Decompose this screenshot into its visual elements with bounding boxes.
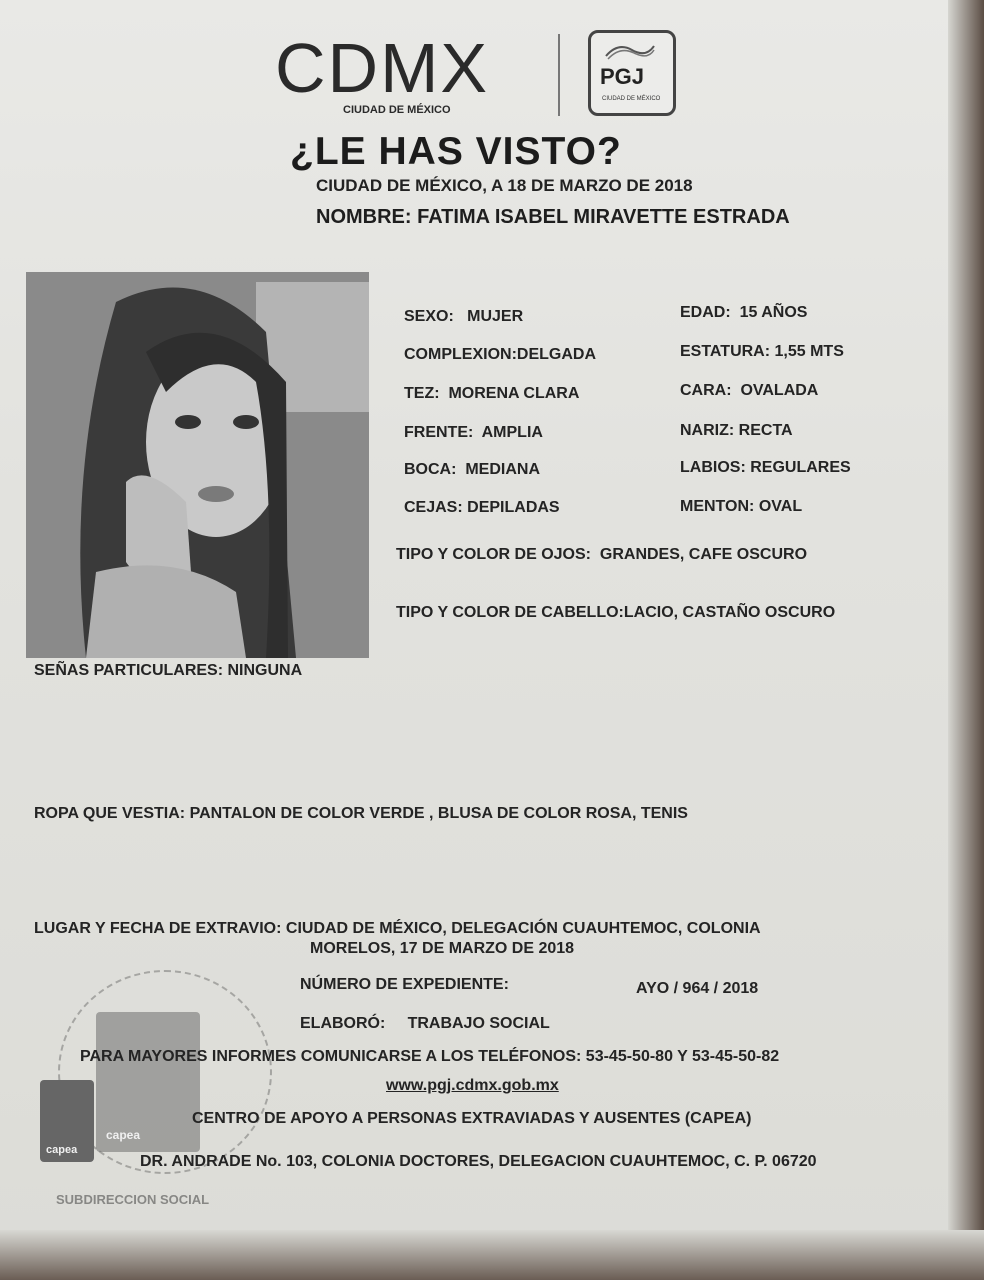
- field-estatura: [680, 343, 844, 361]
- pgj-logo-text: PGJ: [600, 64, 645, 89]
- field-value: PANTALON DE COLOR VERDE , BLUSA DE COLOR ROSA, TENIS: [189, 805, 688, 822]
- field-lugar: [34, 920, 761, 938]
- field-value: 1,55 MTS: [774, 343, 844, 360]
- field-nariz: [680, 422, 793, 440]
- field-sexo: [404, 308, 523, 326]
- field-cejas: [404, 499, 560, 517]
- paper-edge: [948, 0, 984, 1280]
- field-value: AMPLIA: [481, 424, 543, 441]
- expediente-label: NÚMERO DE EXPEDIENTE:: [300, 976, 509, 993]
- field-label: TIPO Y COLOR DE CABELLO:: [396, 604, 624, 621]
- poster-title: ¿LE HAS VISTO?: [290, 130, 622, 173]
- field-value: OVAL: [758, 498, 803, 515]
- subdireccion-stamp-text: SUBDIRECCION SOCIAL: [56, 1192, 210, 1207]
- paper-edge-bottom: [0, 1230, 984, 1280]
- field-value: TRABAJO SOCIAL: [407, 1015, 550, 1032]
- logo-divider: [558, 34, 560, 116]
- telefonos-line: PARA MAYORES INFORMES COMUNICARSE A LOS TELÉFONOS: 53-45-50-80 Y 53-45-50-82: [80, 1048, 780, 1065]
- field-cara: [680, 382, 818, 400]
- missing-person-photo: [26, 272, 369, 658]
- cdmx-logo-subtitle: CIUDAD DE MÉXICO: [343, 104, 451, 116]
- field-senas: [34, 662, 302, 680]
- date-line: CIUDAD DE MÉXICO, A 18 DE MARZO DE 2018: [316, 176, 693, 195]
- field-label: BOCA:: [404, 461, 457, 478]
- field-label: NARIZ:: [680, 422, 735, 439]
- pgj-emblem-icon: [604, 40, 656, 60]
- field-ropa: [34, 805, 688, 823]
- field-complexion: [404, 346, 596, 364]
- field-label: EDAD:: [680, 304, 731, 321]
- field-label: CARA:: [680, 382, 732, 399]
- field-menton: [680, 498, 802, 516]
- address-line: DR. ANDRADE No. 103, COLONIA DOCTORES, DELEGACION CUAUHTEMOC, C. P. 06720: [140, 1153, 817, 1170]
- field-label: ESTATURA:: [680, 343, 771, 360]
- field-label: FRENTE:: [404, 424, 474, 441]
- field-label: SEÑAS PARTICULARES:: [34, 662, 224, 679]
- expediente-value: AYO / 964 / 2018: [636, 980, 759, 997]
- field-label: MENTON:: [680, 498, 755, 515]
- elaboro-line: [300, 1015, 550, 1033]
- field-label: LUGAR Y FECHA DE EXTRAVIO:: [34, 920, 282, 937]
- field-label: COMPLEXION:: [404, 346, 517, 363]
- field-value: MEDIANA: [465, 461, 540, 478]
- field-value: CIUDAD DE MÉXICO, DELEGACIÓN CUAUHTEMOC, COLONIA: [285, 920, 761, 937]
- field-label: ELABORÓ:: [300, 1015, 386, 1032]
- field-ojos: [396, 546, 807, 564]
- field-value: DEPILADAS: [467, 499, 560, 516]
- field-boca: [404, 461, 540, 479]
- field-value: DELGADA: [516, 346, 596, 363]
- field-value: 15 AÑOS: [739, 304, 808, 321]
- field-value: LACIO, CASTAÑO OSCURO: [623, 604, 836, 621]
- field-value: REGULARES: [750, 459, 851, 476]
- field-lugar-line2: MORELOS, 17 DE MARZO DE 2018: [310, 940, 575, 957]
- capea-logo-small: capea: [40, 1080, 94, 1162]
- field-value: OVALADA: [740, 382, 819, 399]
- cdmx-logo: CDMX: [275, 29, 490, 107]
- website-link[interactable]: www.pgj.cdmx.gob.mx: [386, 1077, 559, 1094]
- field-value: NINGUNA: [227, 662, 303, 679]
- field-label: TEZ:: [404, 385, 440, 402]
- field-label: ROPA QUE VESTIA:: [34, 805, 186, 822]
- field-frente: [404, 424, 543, 442]
- capea-center-line: CENTRO DE APOYO A PERSONAS EXTRAVIADAS Y AUSENTES (CAPEA): [192, 1110, 752, 1127]
- field-cabello: [396, 604, 835, 622]
- field-labios: [680, 459, 851, 477]
- field-value: RECTA: [738, 422, 793, 439]
- field-value: GRANDES, CAFE OSCURO: [599, 546, 808, 563]
- capea-logo-large: capea: [96, 1012, 200, 1152]
- field-value: MUJER: [467, 308, 524, 325]
- field-tez: [404, 385, 579, 403]
- field-label: TIPO Y COLOR DE OJOS:: [396, 546, 591, 563]
- field-label: SEXO:: [404, 308, 454, 325]
- field-label: CEJAS:: [404, 499, 463, 516]
- name-line: NOMBRE: FATIMA ISABEL MIRAVETTE ESTRADA: [316, 206, 790, 228]
- pgj-logo-subtitle: CIUDAD DE MÉXICO: [602, 96, 661, 102]
- field-label: LABIOS:: [680, 459, 746, 476]
- field-value: MORENA CLARA: [448, 385, 580, 402]
- portrait-illustration: [26, 272, 369, 658]
- field-edad: [680, 304, 807, 322]
